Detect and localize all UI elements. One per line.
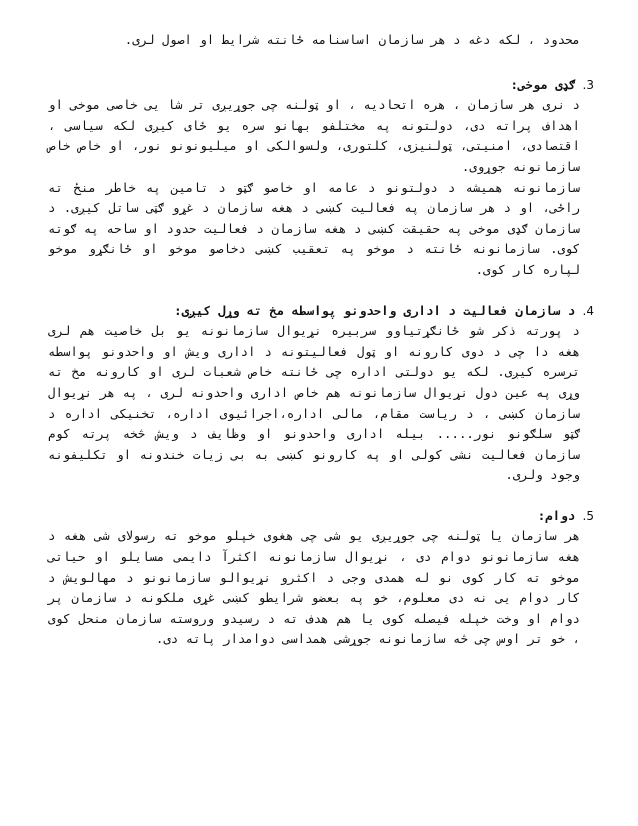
section-continuity	[42, 506, 594, 650]
section-heading	[42, 301, 594, 322]
section-shared-goals	[42, 75, 594, 281]
section-title: د سازمان فعالیت د اداری واحدونو پواسطه مخ ته وړل کیږی:	[174, 302, 576, 318]
section-paragraph: د پورته ذکر شو ځانګړتیاوو سربیره نړیوال سازمانونه یو بل خاصیت هم لری هغه دا چی د دوی کارونه او ټول فعالیتونه د اداری ویش او واحدونو پواسطه ترسره کیږی. لکه یو دولتی اداره چی ځانته خاص شعبات لری او کارونه مخ ته وړی په عین دول نړیوال سازمانونه هم خاص اداری واحدونه لری ، په هر نړیوال سازمان کښی ، د ریاست مقام، مالی اداره،اجرائیوی اداره، تخنیکی اداره د ګټو سلګونو نور..... بیله اداری واحدونو او وظایف د ویش څخه پرته کوم سازمان فعالیت نشی کولی او په کارونو کښی به بی زیات خندونه او تکلیفونه وجود ولری.	[48, 323, 580, 483]
section-number: 3.	[582, 77, 594, 92]
section-heading	[42, 506, 594, 527]
section-heading	[42, 75, 594, 96]
section-paragraph: د نری هر سازمان ، هره اتحادیه ، او ټولنه چی جوړیږی تر شا یی خاصی موخی او اهداف پراته دی، دولتونه په مختلفو بهانو سره یو ځای کیږی لکه سیاسی ، اقتصادی، امنیتی، ټولنیزی، کلتوری، ولسوالکی او میلیونونو نور، او خاص خاص سازمانونه جوړوی.	[48, 97, 580, 174]
document-page	[42, 30, 594, 650]
section-number: 5.	[582, 508, 594, 523]
section-administrative-units	[42, 301, 594, 486]
section-title: دوام:	[537, 507, 576, 523]
section-paragraph: هر سازمان یا ټولنه چی جوړیږی یو شی چی هغوی خپلو موخو ته رسولای شی هغه د هغه سازمانونو دوام دی ، نړیوال سازمانونه اکثرآ دایمی مسایلو او حیاتی موخو ته کار کوی نو له همدی وجی د اکثرو نړیوالو سازمانونو د مهالویش د کار دوام یی نه دی معلوم، خو په بعضو شرایطو کښی غړی ملکونه د سازمان پر دوام او وخت خپله فیصله کوی یا هم هدف ته د رسیدو وروسته سازمان منحل کوی ، خو تر اوس چی څه سازمانونه جوړشی همداسی دوامدار پاته دی.	[48, 528, 580, 647]
section-paragraph: سازمانونه همیشه د دولتونو د عامه او خاصو ګټو د تامین په خاطر منځ ته راځی، او د هر سازمان په فعالیت کښی د هغه سازمان د غړو ګټی ساتل کیږی. د سازمان ګډی موخی په حقیقت کښی د هغه سازمان د فعالیت حدود او ساحه په ګوته کوی. سازمانونه ځانته د موخو په تعقیب کښی دخاصو موخو او ځانګړو موخو لپاره کار کوی.	[48, 179, 580, 277]
intro-paragraph: محدود ، لکه دغه د هر سازمان اساسنامه ځانته شرایط او اصول لری.	[124, 32, 580, 47]
section-number: 4.	[582, 303, 594, 318]
section-title: ګډی موخی:	[510, 76, 576, 92]
